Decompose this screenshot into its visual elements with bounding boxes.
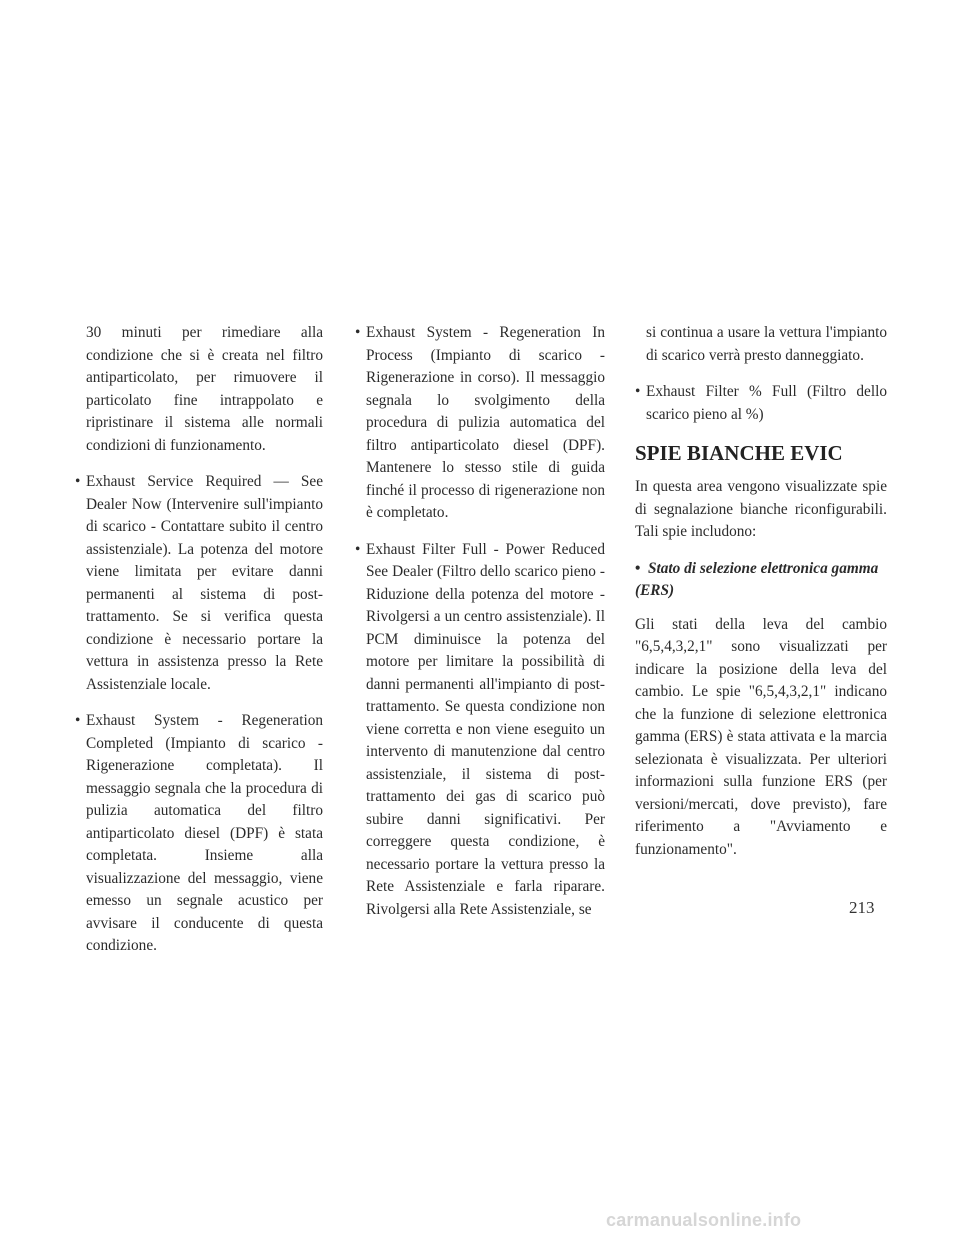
text-column-2 [355,322,605,935]
list-item-text: Exhaust Filter % Full (Filtro dello scarico pieno al %) [646,383,887,423]
body-paragraph: Gli stati della leva del cambio "6,5,4,3,2,1" sono visualizzati per indicare la posizione della leva del cambio. Le spie "6,5,4,3,2,1" indicano che la funzione di selezione elettronica gamma (ERS) è stata attivata e la marcia selezionata è visualizzata. Per ulteriori informazioni sulla funzione ERS (per versioni/mercati, dove previsto), fare riferimento a "Avviamento e funzionamento". [635,615,887,858]
text-column-3 [635,322,887,875]
list-item [355,322,605,525]
list-item [75,471,323,696]
page-number: 213 [849,898,875,917]
sub-item [635,558,887,602]
list-item-text: Exhaust Filter Full - Power Reduced See Dealer (Filtro dello scarico pieno - Riduzione della potenza del motore - Rivolgersi a un centro assistenziale). Il PCM diminuisce la potenza del motore per limitare la possibilità di danni permanenti all'impianto di post-trattamento. Se questa condizione non viene corretta e non viene eseguito un intervento di manutenzione dal centro assistenziale, il sistema di post-trattamento dei gas di scarico può subire danni significativi. Per correggere questa condizione, è necessario portare la vettura presso la Rete Assistenziale e farla riparare. Rivolgersi alla Rete Assistenziale, se [366,540,605,918]
list-item-text: Exhaust System - Regeneration In Process (Impianto di scarico - Rigenerazione in corso). Il messaggio segnala lo svolgimento della procedura di pulizia automatica del filtro antiparticolato diesel (DPF). Mantenere lo stesso stile di guida finché il processo di rigenerazione non è completato. [366,324,605,521]
bullet-icon: • [635,559,641,577]
bullet-icon: • [355,324,361,341]
continuation-paragraph: 30 minuti per rimediare alla condizione che si è creata nel filtro antiparticolato, per rimuovere il particolato fine intrappolato e ripristinare il sistema alle normali condizioni di funzionamento. [86,324,323,454]
bullet-icon: • [355,540,361,558]
section-heading: SPIE BIANCHE EVIC [635,441,843,465]
watermark: carmanualsonline.info [606,1210,802,1230]
intro-paragraph: In questa area vengono visualizzate spie di segnalazione bianche riconfigurabili. Tali spie includono: [635,478,887,540]
text-column-1 [75,322,323,972]
list-item-text: Exhaust Service Required — See Dealer Now (Intervenire sull'impianto di scarico - Contattare subito il centro assistenziale). La potenza del motore viene limitata per evitare danni permanenti al sistema di post-trattamento. Se si verifica questa condizione è necessario portare la vettura in assistenza presso la Rete Assistenziale locale. [86,473,323,693]
list-item-text: Exhaust System - Regeneration Completed (Impianto di scarico - Rigenerazione completata). Il messaggio segnala che la procedura di pulizia automatica del filtro antiparticolato diesel (DPF) è stata completata. Insieme alla visualizzazione del messaggio, viene emesso un segnale acustico per avvisare il conducente di questa condizione. [86,712,323,954]
bullet-icon: • [75,473,81,490]
bullet-icon: • [635,383,641,400]
list-item [355,539,605,922]
continuation-paragraph: si continua a usare la vettura l'impianto di scarico verrà presto danneggiato. [646,324,887,364]
bullet-icon: • [75,712,81,729]
list-item [635,381,887,426]
sub-item-text: Stato di selezione elettronica gamma (ERS) [635,559,879,599]
list-item [75,710,323,958]
